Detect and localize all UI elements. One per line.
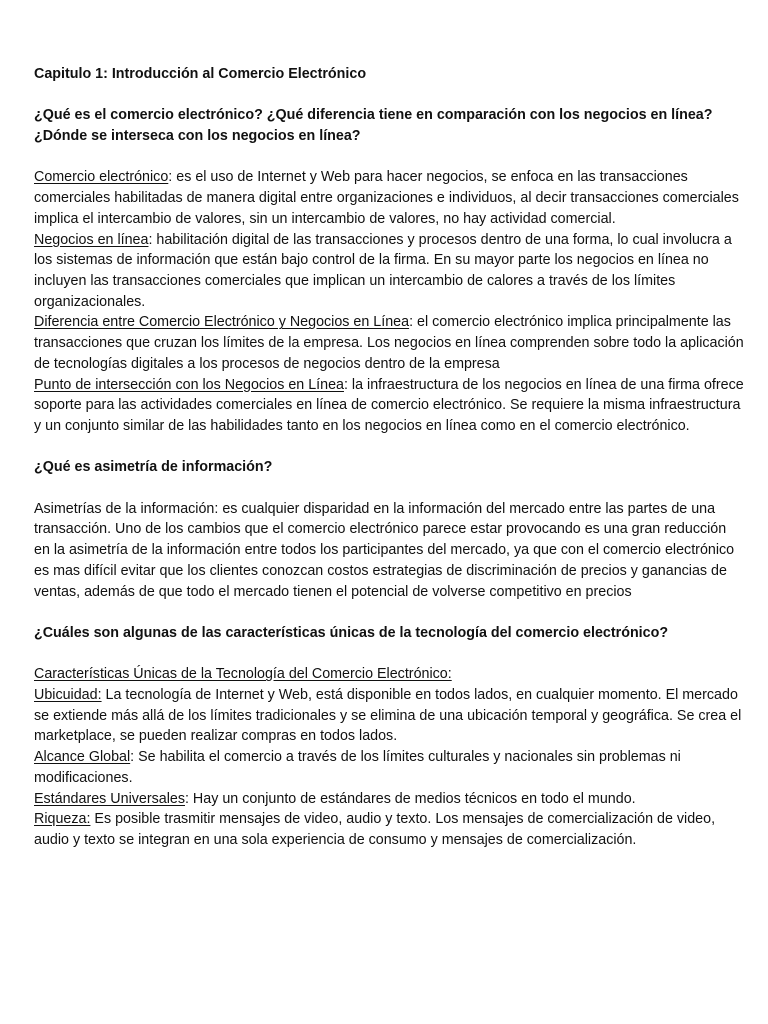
question-heading-1: ¿Qué es el comercio electrónico? ¿Qué diferencia tiene en comparación con los negocios en línea? ¿Dónde se interseca con los negocios en línea?	[34, 107, 713, 145]
feature-text: : Se habilita el comercio a través de los límites culturales y nacionales sin problemas ni modificaciones.	[34, 749, 681, 786]
question-heading-3: ¿Cuáles son algunas de las características únicas de la tecnología del comercio electrónico?	[34, 624, 669, 641]
term-label: Alcance Global	[34, 749, 131, 766]
features-subheading	[34, 664, 744, 685]
term-label: Diferencia entre Comercio Electrónico y Negocios en Línea	[34, 314, 410, 331]
definition-text: : habilitación digital de las transacciones y procesos dentro de una forma, lo cual involucra a los sistemas de información que están bajo control de la firma. En su mayor parte los negocios en línea no incluyen las transacciones comerciales que implican un intercambio de calores a través de los límites organizacionales.	[34, 231, 732, 310]
subheading-label: Características Únicas de la Tecnología del Comercio Electrónico:	[34, 666, 452, 683]
spacer	[34, 147, 744, 168]
feature-text: : Hay un conjunto de estándares de medios técnicos en todo el mundo.	[184, 790, 636, 807]
chapter-title: Capitulo 1: Introducción al Comercio Electrónico	[34, 66, 367, 82]
term-label: Comercio electrónico	[34, 169, 169, 186]
term-label: Negocios en línea	[34, 231, 149, 248]
question-heading-2: ¿Qué es asimetría de información?	[34, 459, 273, 476]
spacer	[34, 85, 744, 106]
feature-text: La tecnología de Internet y Web, está disponible en todos lados, en cualquier momento. El mercado se extiende más allá de los límites tradicionales y se elimina de una ubicación temporal y geográfica. Se crea el marketplace, se pueden realizar compras en todos lados.	[34, 687, 742, 745]
feature-richness	[34, 809, 744, 850]
document-body	[34, 64, 744, 851]
spacer	[34, 644, 744, 665]
feature-global-reach	[34, 747, 744, 788]
definition-text: : el comercio electrónico implica principalmente las transacciones que cruzan los límites de la empresa. Los negocios en línea comprenden sobre todo la aplicación de tecnologías digitales a los procesos de negocios dentro de la empresa	[34, 314, 744, 372]
term-label: Punto de intersección con los Negocios en Línea	[34, 376, 344, 393]
spacer	[34, 437, 744, 458]
definition-text: : es el uso de Internet y Web para hacer negocios, se enfoca en las transacciones comerciales habilitadas de manera digital entre organizaciones e individuos, al decir transacciones comerciales implica el intercambio de valores, sin un intercambio de valores, no hay actividad comercial.	[34, 169, 739, 227]
definition-online-business	[34, 230, 744, 313]
term-label: Riqueza:	[34, 811, 91, 828]
definition-ecommerce	[34, 167, 744, 229]
feature-text: Es posible trasmitir mensajes de video, audio y texto. Los mensajes de comercialización de video, audio y texto se integran en una sola experiencia de consumo y mensajes de comercialización.	[34, 811, 716, 848]
feature-universal-standards	[34, 789, 744, 810]
term-label: Estándares Universales	[34, 790, 185, 807]
spacer	[34, 602, 744, 623]
spacer	[34, 478, 744, 499]
definition-intersection	[34, 375, 744, 437]
feature-ubiquity	[34, 685, 744, 747]
term-label: Ubicuidad:	[34, 687, 102, 703]
definition-text: : la infraestructura de los negocios en línea de una firma ofrece soporte para las actividades comerciales en línea de comercio electrónico. Se requiere la misma infraestructura y un conjunto similar de las habilidades tanto en los negocios en línea como en el comercio electrónico.	[34, 376, 744, 434]
definition-difference	[34, 312, 744, 374]
information-asymmetry-paragraph: Asimetrías de la información: es cualquier disparidad en la información del mercado entre las partes de una transacción. Uno de los cambios que el comercio electrónico parece estar provocando es una gran reducción en la asimetría de la información entre todos los participantes del mercado, ya que con el comercio electrónico es mas difícil evitar que los clientes conozcan costos estrategias de discriminación de precios y ganancias de ventas, además de que todo el mercado tienen el potencial de volverse competitivo en precios	[34, 500, 735, 600]
